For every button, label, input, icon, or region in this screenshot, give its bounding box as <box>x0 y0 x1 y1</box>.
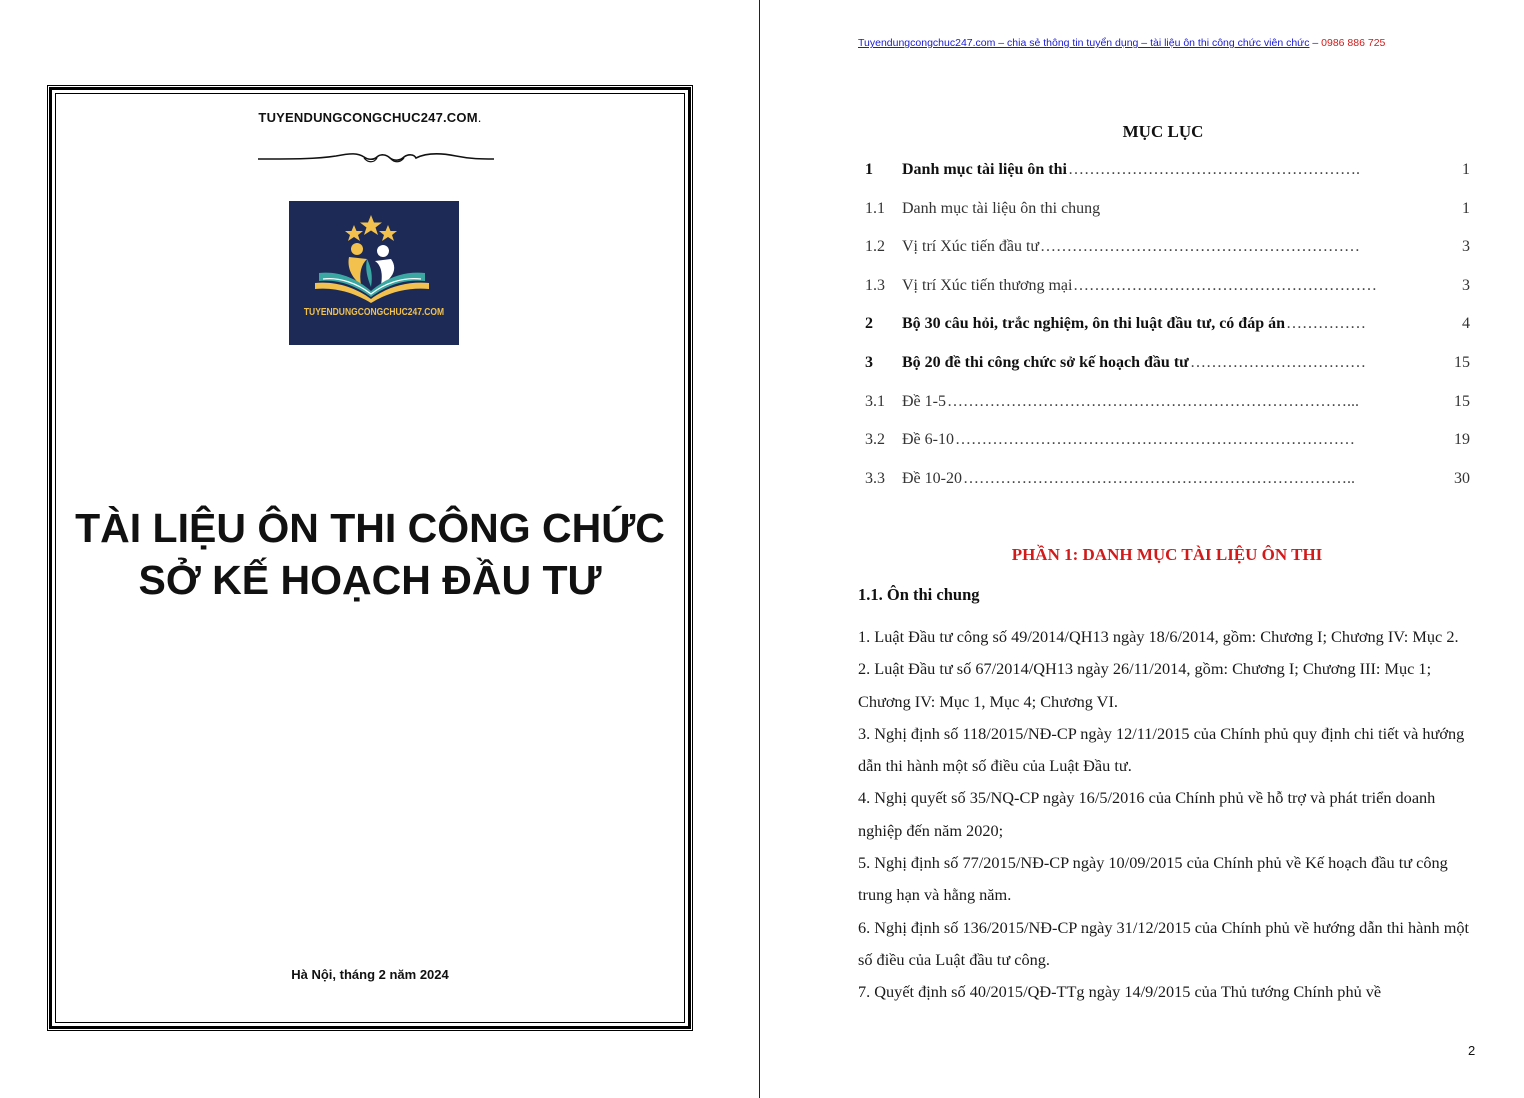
toc-entry-text: Danh mục tài liệu ôn thi <box>902 161 1067 178</box>
body-paragraph: 3. Nghị định số 118/2015/NĐ-CP ngày 12/11/2015 của Chính phủ quy định chi tiết và hướng dẫn thi hành một số điều của Luật Đầu tư. <box>858 723 1465 776</box>
book-stars-icon <box>289 201 459 345</box>
body-paragraph: 6. Nghị định số 136/2015/NĐ-CP ngày 31/12/2015 của Chính phủ về hướng dẫn thi hành một số điều của Luật đầu tư công. <box>858 917 1470 969</box>
toc-entry-leader: …………………………… <box>1190 353 1366 371</box>
toc-entry-number: 3.2 <box>865 431 885 449</box>
toc-entry-text: Đề 6-10 <box>902 431 954 449</box>
brand-logo <box>289 201 459 345</box>
cover-title-line1: TÀI LIỆU ÔN THI CÔNG CHỨC <box>75 505 665 551</box>
table-of-contents <box>865 155 1470 502</box>
header-separator: – <box>1309 37 1322 49</box>
toc-title: MỤC LỤC <box>1122 122 1204 141</box>
cover-date: Hà Nội, tháng 2 năm 2024 <box>291 967 449 982</box>
body-paragraph: 4. Nghị quyết số 35/NQ-CP ngày 16/5/2016 của Chính phủ về hỗ trợ và phát triển doanh nghiệp đến năm 2020; <box>858 788 1436 840</box>
toc-entry-leader: ………………………………………………. <box>1068 161 1360 178</box>
body-paragraph: 7. Quyết định số 40/2015/QĐ-TTg ngày 14/9/2015 của Thủ tướng Chính phủ về <box>858 982 1382 1002</box>
toc-entry-text: Đề 10-20 <box>902 469 962 487</box>
body-text <box>858 621 1483 1009</box>
cover-site-name: TUYENDUNGCONGCHUC247.COM. <box>258 110 482 125</box>
toc-entry[interactable] <box>865 232 1470 271</box>
toc-entry-number: 1.3 <box>865 276 885 294</box>
cover-title <box>56 502 684 606</box>
toc-entry-page: 3 <box>1462 276 1470 294</box>
toc-entry-number: 1 <box>865 161 873 178</box>
ornament-divider-icon <box>256 150 496 166</box>
toc-entry[interactable] <box>865 425 1470 464</box>
toc-entry-page: 15 <box>1454 353 1470 371</box>
toc-entry[interactable] <box>865 155 1470 194</box>
part-title: PHẦN 1: DANH MỤC TÀI LIỆU ÔN THI <box>1011 545 1323 564</box>
page-header <box>858 37 1385 49</box>
toc-entry-number: 1.1 <box>865 199 885 217</box>
toc-entry-number: 1.2 <box>865 238 885 256</box>
header-phone: 0986 886 725 <box>1321 37 1386 49</box>
page-divider <box>759 0 760 1098</box>
logo-text: TUYENDUNGCONGCHUC247.COM <box>303 307 445 318</box>
toc-entry-number: 3.1 <box>865 392 885 410</box>
toc-entry-page: 15 <box>1454 392 1470 410</box>
toc-entry[interactable] <box>865 348 1470 387</box>
toc-entry[interactable] <box>865 387 1470 426</box>
cover-title-line2: SỞ KẾ HOẠCH ĐẦU TƯ <box>138 557 602 603</box>
header-link[interactable]: Tuyendungcongchuc247.com – chia sẻ thông tin tuyển dụng – tài liệu ôn thi công chức viên chức <box>858 37 1310 49</box>
body-paragraph: 5. Nghị định số 77/2015/NĐ-CP ngày 10/09/2015 của Chính phủ về Kế hoạch đầu tư công trung hạn và hằng năm. <box>858 853 1448 905</box>
toc-entry-text: Đề 1-5 <box>902 392 946 410</box>
toc-entry-page: 1 <box>1462 161 1470 178</box>
toc-entry-page: 1 <box>1462 199 1470 217</box>
toc-entry-leader: ……………………………………………………………….. <box>963 469 1355 487</box>
toc-entry-text: Vị trí Xúc tiến thương mại <box>902 276 1073 294</box>
toc-entry[interactable] <box>865 464 1470 503</box>
cover-inner-border <box>55 93 685 1023</box>
toc-entry-leader: ………………………………………………………………… <box>955 431 1355 449</box>
toc-entry[interactable] <box>865 309 1470 348</box>
toc-entry-number: 2 <box>865 315 873 333</box>
toc-entry-leader: …………………………………………………………………... <box>947 392 1359 410</box>
toc-entry-text: Danh mục tài liệu ôn thi chung <box>902 199 1101 217</box>
toc-entry-leader: …………… <box>1286 315 1366 333</box>
body-paragraph: 2. Luật Đầu tư số 67/2014/QH13 ngày 26/11/2014, gồm: Chương I; Chương III: Mục 1; Chương IV: Mục 1, Mục 4; Chương VI. <box>858 659 1432 711</box>
toc-entry-page: 3 <box>1462 238 1470 256</box>
cover-page <box>49 87 691 1029</box>
toc-entry[interactable] <box>865 271 1470 310</box>
toc-entry-leader: …………………………………………………… <box>1040 238 1360 256</box>
toc-entry[interactable] <box>865 194 1470 233</box>
toc-entry-page: 30 <box>1454 469 1470 487</box>
toc-entry-number: 3.3 <box>865 469 885 487</box>
toc-entry-text: Vị trí Xúc tiến đầu tư <box>902 238 1040 256</box>
toc-entry-page: 19 <box>1454 431 1470 449</box>
section-subtitle: 1.1. Ôn thi chung <box>858 585 980 604</box>
toc-entry-page: 4 <box>1462 315 1470 333</box>
toc-entry-number: 3 <box>865 353 873 371</box>
toc-entry-text: Bộ 30 câu hỏi, trắc nghiệm, ôn thi luật đầu tư, có đáp án <box>902 315 1285 333</box>
page-number: 2 <box>1468 1043 1476 1058</box>
body-paragraph: 1. Luật Đầu tư công số 49/2014/QH13 ngày 18/6/2014, gồm: Chương I; Chương IV: Mục 2. <box>858 627 1459 646</box>
toc-entry-leader: ………………………………………………… <box>1073 276 1377 294</box>
toc-entry-text: Bộ 20 đề thi công chức sở kế hoạch đầu tư <box>902 353 1189 371</box>
